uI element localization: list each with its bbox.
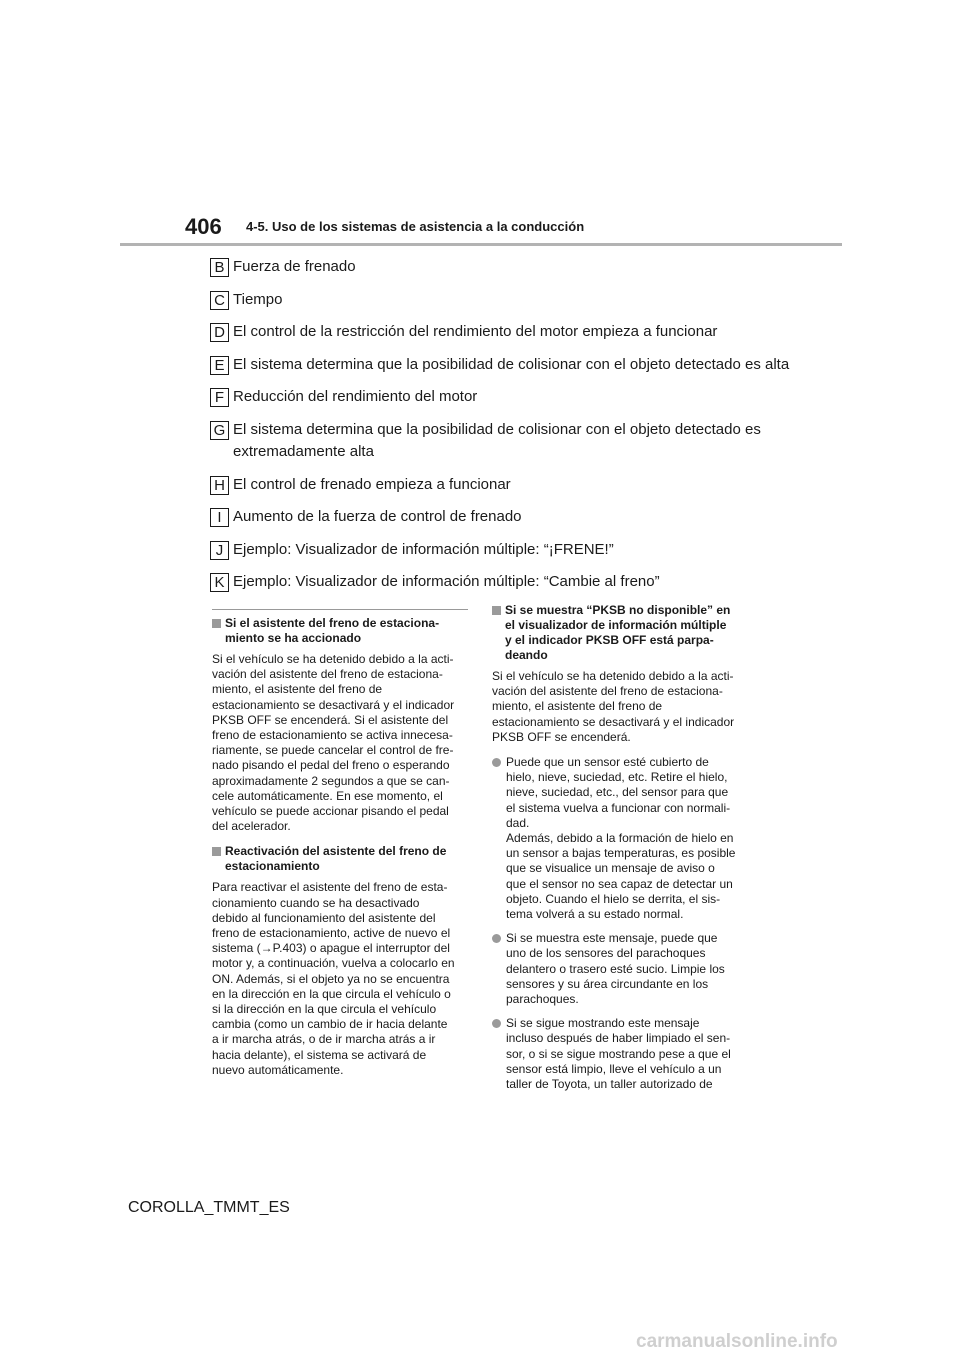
legend-text-j: Ejemplo: Visualizador de información múltiple: “¡FRENE!”	[233, 540, 614, 558]
document-code: COROLLA_TMMT_ES	[128, 1199, 290, 1216]
legend-letter-f: F	[210, 388, 229, 407]
left-column	[212, 609, 468, 1088]
legend-item-f	[210, 386, 810, 409]
figure-legend	[210, 256, 810, 604]
legend-text-f: Reducción del rendimiento del motor	[233, 388, 478, 405]
square-bullet-icon	[492, 606, 501, 615]
square-bullet-icon	[212, 847, 221, 856]
square-bullet-icon	[212, 619, 221, 628]
note-paragraph: Si el vehículo se ha detenido debido a la acti- vación del asistente del freno de estaciona- miento, el asistente del freno de estacionamiento se desactivará y el indicador PKSB OFF se encenderá. Si el asistente del freno de estacionamiento se activa innecesa- riamente, se puede cancelar el control de fre- nado pisando el pedal del freno o esperando aproximadamente 2 segundos a que se can- cele automáticamente. En ese momento, el vehículo se puede accionar pisando el pedal del acelerador.	[212, 652, 455, 834]
circle-bullet-icon	[492, 1019, 501, 1028]
note-heading	[212, 616, 468, 646]
bullet-item	[492, 931, 748, 1007]
bullet-item	[492, 1016, 748, 1092]
note-heading-text: Si se muestra “PKSB no disponible” en el visualizador de información múltiple y el indicador PKSB OFF está parpa- deando	[505, 603, 731, 662]
legend-item-d	[210, 321, 810, 344]
bullet-text: Si se muestra este mensaje, puede que uno de los sensores del parachoques delantero o trasero esté sucio. Limpie los sensores y su área circundante en los parachoques.	[506, 931, 725, 1007]
page-header	[0, 0, 960, 250]
note-heading	[212, 844, 468, 874]
legend-letter-c: C	[210, 291, 229, 310]
legend-text-b: Fuerza de frenado	[233, 258, 356, 275]
bullet-text: Si se sigue mostrando este mensaje incluso después de haber limpiado el sen- sor, o si se sigue mostrando pese a que el sensor está limpio, lleve el vehículo a un taller de Toyota, un taller autorizado de	[506, 1016, 731, 1092]
section-title: 4-5. Uso de los sistemas de asistencia a la conducción	[246, 219, 585, 234]
legend-item-g	[210, 419, 810, 464]
legend-text-k: Ejemplo: Visualizador de información múltiple: “Cambie al freno”	[233, 573, 660, 590]
page-number: 406	[185, 214, 222, 239]
legend-letter-h: H	[210, 476, 229, 495]
legend-letter-d: D	[210, 323, 229, 342]
legend-text-i: Aumento de la fuerza de control de frenado	[233, 508, 522, 525]
legend-text-d: El control de la restricción del rendimiento del motor empieza a funcionar	[233, 323, 718, 340]
legend-item-h	[210, 474, 810, 497]
note-heading	[492, 603, 748, 663]
legend-letter-b: B	[210, 258, 229, 277]
legend-letter-i: I	[210, 508, 229, 527]
legend-letter-k: K	[210, 573, 229, 592]
legend-item-j	[210, 539, 810, 562]
legend-item-k	[210, 571, 810, 594]
legend-text-g: El sistema determina que la posibilidad de colisionar con el objeto detectado es extremadamente alta	[233, 420, 761, 460]
legend-letter-g: G	[210, 421, 229, 440]
bullet-text: Puede que un sensor esté cubierto de hielo, nieve, suciedad, etc. Retire el hielo, nieve, suciedad, etc., del sensor para que el sistema vuelva a funcionar con normali- dad. Además, debido a la formación de hielo en un sensor a bajas temperaturas, es posible que se visualice un mensaje de aviso o que el sensor no sea capaz de detectar un objeto. Cuando el hielo se derrita, el sis- tema volverá a su estado normal.	[506, 755, 736, 922]
bullet-item	[492, 755, 748, 922]
legend-text-c: Tiempo	[233, 290, 283, 308]
note-heading-text: Si el asistente del freno de estaciona- miento se ha accionado	[225, 616, 440, 645]
right-column	[492, 603, 748, 1101]
note-paragraph: Para reactivar el asistente del freno de esta- cionamiento cuando se ha desactivado debido al funcionamiento del asistente del freno de estacionamiento, active de nuevo el sistema (→P.403) o apague el interruptor del motor y, a continuación, vuelva a colocarlo en ON. Además, si el objeto ya no se encuentra en la dirección en la que circula el vehículo o si la dirección en la que circula el vehículo cambia (como un cambio de ir hacia delante a ir marcha atrás, o de ir marcha atrás a ir hacia delante), el sistema se activará de nuevo automáticamente.	[212, 880, 455, 1077]
header-divider	[120, 243, 842, 246]
legend-letter-e: E	[210, 356, 229, 375]
note-paragraph: Si el vehículo se ha detenido debido a la acti- vación del asistente del freno de estaciona- miento, el asistente del freno de estacionamiento se desactivará y el indicador PKSB OFF se encenderá.	[492, 669, 735, 744]
note-heading-text: Reactivación del asistente del freno de estacionamiento	[225, 844, 447, 874]
legend-text-e: El sistema determina que la posibilidad de colisionar con el objeto detectado es alta	[233, 355, 790, 373]
legend-item-c	[210, 289, 810, 312]
site-watermark: carmanualsonline.info	[636, 1331, 838, 1352]
legend-item-b	[210, 256, 810, 279]
circle-bullet-icon	[492, 934, 501, 943]
legend-item-e	[210, 354, 810, 377]
legend-letter-j: J	[210, 541, 229, 560]
circle-bullet-icon	[492, 758, 501, 767]
legend-text-h: El control de frenado empieza a funcionar	[233, 475, 511, 493]
legend-item-i	[210, 506, 810, 529]
